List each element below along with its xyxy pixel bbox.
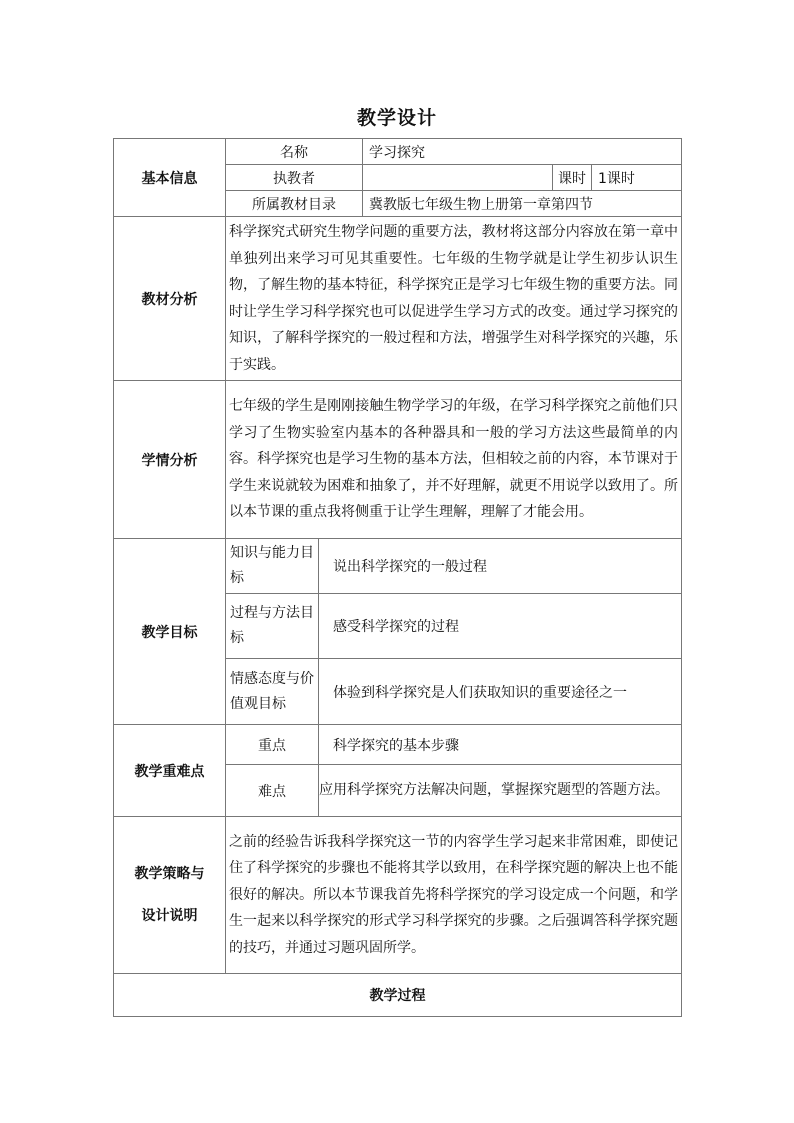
objective-value: 说出科学探究的一般过程	[319, 539, 682, 594]
row-name	[114, 139, 682, 165]
row-student-analysis	[114, 381, 682, 539]
catalog-value: 冀教版七年级生物上册第一章第四节	[363, 191, 682, 217]
hours-label: 课时	[553, 165, 592, 191]
strategy-text: 之前的经验告诉我科学探究这一节的内容学生学习起来非常困难，即使记住了科学探究的步骤也不能将其学以致用，在科学探究题的解决上也不能很好的解决。所以本节课我首先将科学探究的学习设定成一个问题，和学生一起来以科学探究的形式学习科学探究的步骤。之后强调答科学探究题的技巧，并通过习题巩固所学。	[226, 817, 682, 974]
objective-name: 过程与方法目标	[226, 594, 319, 659]
difficulty-value: 应用科学探究方法解决问题，掌握探究题型的答题方法。	[319, 765, 682, 817]
hours-value: 1课时	[592, 165, 682, 191]
lesson-plan-table	[113, 138, 682, 1017]
strategy-label	[114, 817, 226, 974]
catalog-label: 所属教材目录	[226, 191, 363, 217]
name-value: 学习探究	[363, 139, 682, 165]
objective-value: 体验到科学探究是人们获取知识的重要途径之一	[319, 659, 682, 725]
objective-value: 感受科学探究的过程	[319, 594, 682, 659]
basic-info-label: 基本信息	[114, 139, 226, 217]
focus-label: 重点	[226, 725, 319, 765]
objective-name: 知识与能力目标	[226, 539, 319, 594]
name-label: 名称	[226, 139, 363, 165]
objective-name: 情感态度与价值观目标	[226, 659, 319, 725]
strategy-label-line1: 教学策略与	[134, 866, 205, 882]
row-objective-1	[114, 539, 682, 594]
student-analysis-text: 七年级的学生是刚刚接触生物学学习的年级，在学习科学探究之前他们只学习了生物实验室内基本的各种器具和一般的学习方法这些最简单的内容。科学探究也是学习生物的基本方法，但相较之前的内容，本节课对于学生来说就较为困难和抽象了，并不好理解，就更不用说学以致用了。所以本节课的重点我将侧重于让学生理解，理解了才能会用。	[226, 381, 682, 539]
difficulty-label: 难点	[226, 765, 319, 817]
row-material-analysis	[114, 217, 682, 381]
strategy-label-line2: 设计说明	[141, 908, 198, 924]
focus-value: 科学探究的基本步骤	[319, 725, 682, 765]
row-strategy	[114, 817, 682, 974]
document-title: 教学设计	[356, 107, 437, 129]
row-focus	[114, 725, 682, 765]
key-points-label: 教学重难点	[114, 725, 226, 817]
material-analysis-label: 教材分析	[114, 217, 226, 381]
teacher-label: 执教者	[226, 165, 363, 191]
objectives-label: 教学目标	[114, 539, 226, 725]
teacher-value	[363, 165, 553, 191]
material-analysis-text: 科学探究式研究生物学问题的重要方法，教材将这部分内容放在第一章中单独列出来学习可见其重要性。七年级的生物学就是让学生初步认识生物，了解生物的基本特征，科学探究正是学习七年级生物的重要方法。同时让学生学习科学探究也可以促进学生学习方式的改变。通过学习探究的知识，了解科学探究的一般过程和方法，增强学生对科学探究的兴趣，乐于实践。	[226, 217, 682, 381]
student-analysis-label: 学情分析	[114, 381, 226, 539]
process-label: 教学过程	[114, 974, 682, 1017]
row-process	[114, 974, 682, 1017]
